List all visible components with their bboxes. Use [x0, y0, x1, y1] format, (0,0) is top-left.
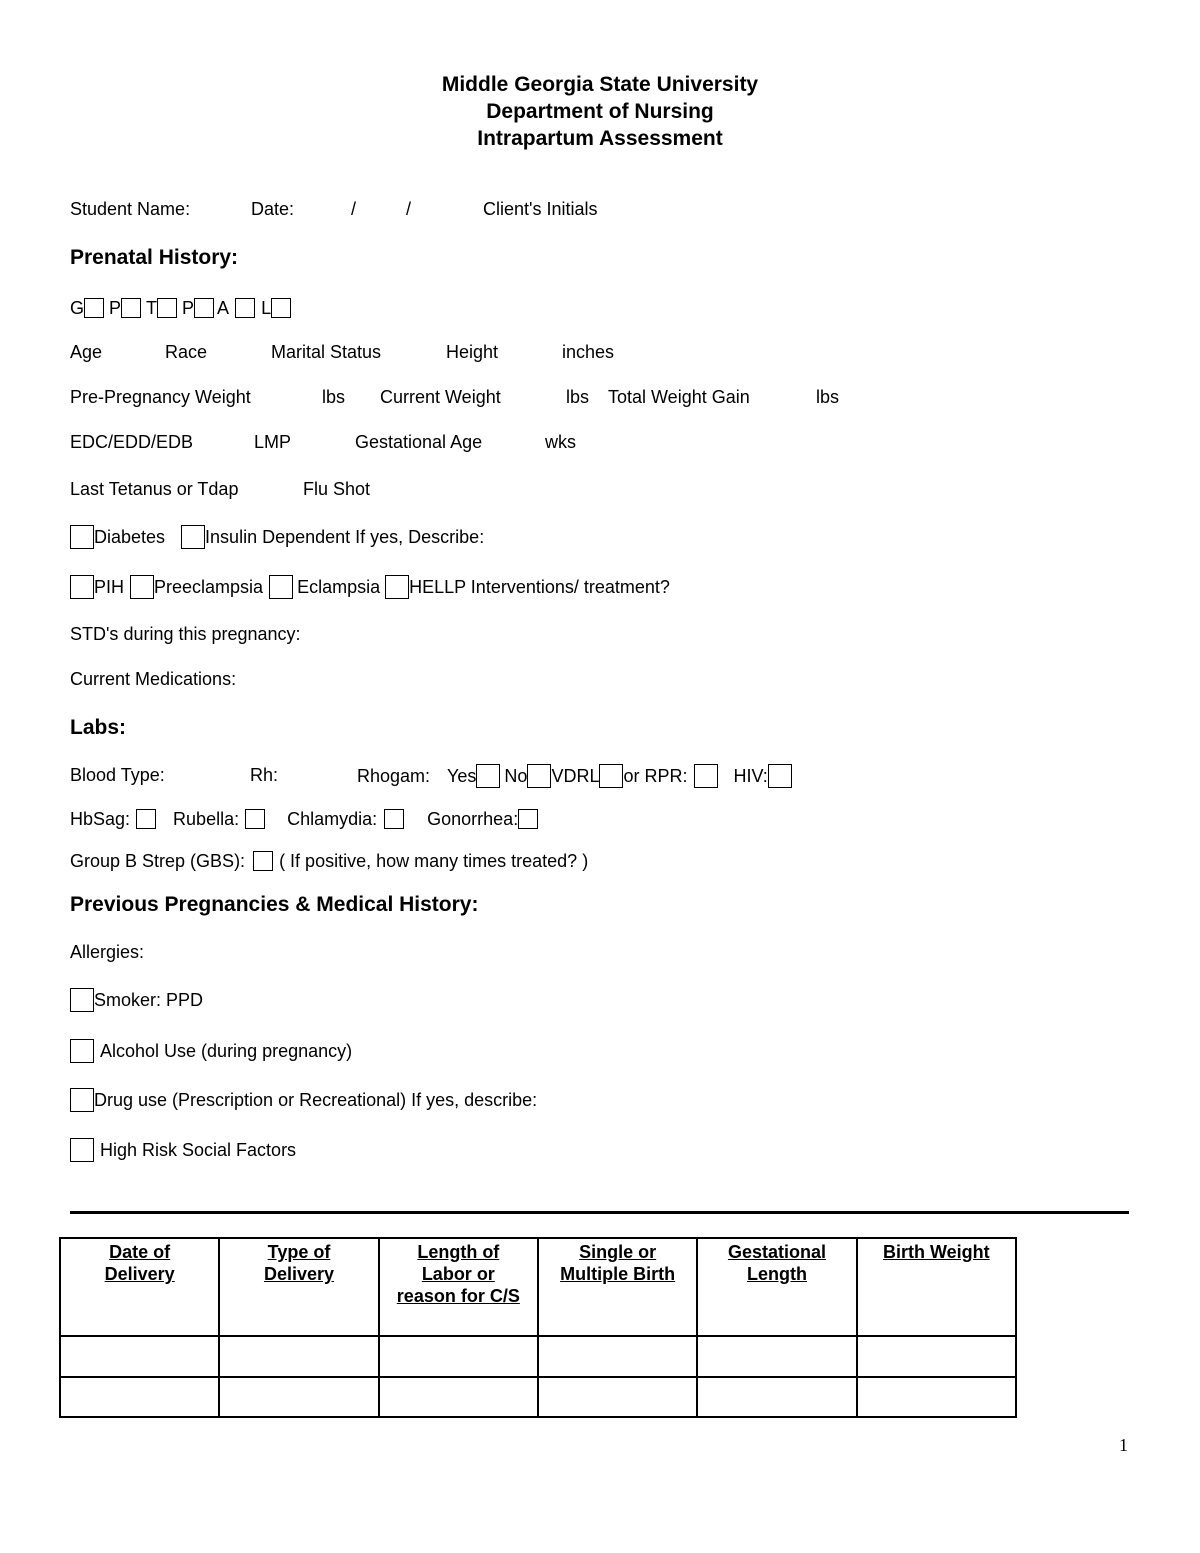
pih-label: PIH — [94, 576, 125, 597]
age-label: Age — [70, 342, 103, 362]
chlamydia-checkbox[interactable] — [384, 809, 404, 829]
gbs-label: Group B Strep (GBS): — [70, 850, 246, 871]
table-row — [60, 1377, 1016, 1417]
hiv-label: HIV: — [733, 765, 768, 786]
gtpal-label-l: L — [261, 297, 272, 318]
term-checkbox[interactable] — [157, 298, 177, 318]
table-cell[interactable] — [857, 1336, 1016, 1377]
student-name-label: Student Name: — [70, 199, 191, 219]
smoker-row — [70, 988, 203, 1012]
living-checkbox[interactable] — [271, 298, 291, 318]
wks-label: wks — [545, 432, 576, 452]
table-cell[interactable] — [857, 1377, 1016, 1417]
rhogam-no-checkbox[interactable] — [527, 764, 551, 788]
header-single-or-multiple: Single or Multiple Birth — [538, 1238, 697, 1336]
gtpal-label-p: P — [109, 297, 122, 318]
abortion-checkbox[interactable] — [235, 298, 255, 318]
section-divider — [70, 1211, 1129, 1214]
header-gestational-length: Gestational Length — [697, 1238, 856, 1336]
drug-checkbox[interactable] — [70, 1088, 94, 1112]
eclampsia-label: Eclampsia — [297, 576, 381, 597]
gonorrhea-checkbox[interactable] — [518, 809, 538, 829]
labs-heading: Labs: — [70, 716, 127, 739]
height-label: Height — [446, 342, 499, 362]
rubella-checkbox[interactable] — [245, 809, 265, 829]
vdrl-label: VDRL — [551, 765, 600, 786]
page-number: 1 — [1119, 1435, 1128, 1455]
date-slash-2: / — [406, 199, 412, 219]
gestational-age-label: Gestational Age — [355, 432, 483, 452]
table-cell[interactable] — [379, 1336, 538, 1377]
chlamydia-label: Chlamydia: — [287, 808, 378, 829]
table-cell[interactable] — [219, 1377, 378, 1417]
current-weight-label: Current Weight — [380, 387, 501, 407]
pre-weight-lbs-label: lbs — [322, 387, 346, 407]
gbs-note: ( If positive, how many times treated? ) — [279, 850, 589, 871]
table-cell[interactable] — [60, 1336, 219, 1377]
para-checkbox[interactable] — [121, 298, 141, 318]
drug-row — [70, 1088, 537, 1112]
lmp-label: LMP — [254, 432, 292, 452]
rpr-checkbox[interactable] — [694, 764, 718, 788]
gravida-checkbox[interactable] — [84, 298, 104, 318]
diabetes-label: Diabetes — [94, 526, 166, 547]
rhogam-yes-checkbox[interactable] — [476, 764, 500, 788]
social-row — [70, 1138, 296, 1162]
table-row — [60, 1336, 1016, 1377]
preeclampsia-checkbox[interactable] — [130, 575, 154, 599]
current-weight-lbs-label: lbs — [566, 387, 590, 407]
rhogam-row — [357, 764, 792, 788]
smoker-checkbox[interactable] — [70, 988, 94, 1012]
header-date-of-delivery: Date of Delivery — [60, 1238, 219, 1336]
form-title-assessment: Intrapartum Assessment — [477, 127, 723, 150]
insulin-dependent-label: Insulin Dependent If yes, Describe: — [205, 526, 485, 547]
client-initials-label: Client's Initials — [483, 199, 598, 219]
hbsag-label: HbSag: — [70, 808, 131, 829]
pih-checkbox[interactable] — [70, 575, 94, 599]
header-birth-weight: Birth Weight — [857, 1238, 1016, 1336]
high-risk-social-checkbox[interactable] — [70, 1138, 94, 1162]
insulin-dependent-checkbox[interactable] — [181, 525, 205, 549]
alcohol-checkbox[interactable] — [70, 1039, 94, 1063]
allergies-label: Allergies: — [70, 942, 145, 962]
hbsag-checkbox[interactable] — [136, 809, 156, 829]
table-cell[interactable] — [60, 1377, 219, 1417]
gbs-checkbox[interactable] — [253, 851, 273, 871]
alcohol-label: Alcohol Use (during pregnancy) — [100, 1040, 353, 1061]
table-cell[interactable] — [538, 1377, 697, 1417]
total-weight-gain-label: Total Weight Gain — [608, 387, 750, 407]
smoker-label: Smoker: PPD — [94, 989, 204, 1010]
current-medications-label: Current Medications: — [70, 669, 237, 689]
form-title-department: Department of Nursing — [486, 100, 714, 123]
hellp-label: HELLP Interventions/ treatment? — [409, 576, 670, 597]
flu-shot-label: Flu Shot — [303, 479, 371, 499]
hiv-checkbox[interactable] — [768, 764, 792, 788]
race-label: Race — [165, 342, 208, 362]
gbs-row — [70, 849, 588, 873]
rhogam-yes-label: Yes — [447, 765, 477, 786]
header-type-of-delivery: Type of Delivery — [219, 1238, 378, 1336]
prenatal-history-heading: Prenatal History: — [70, 246, 239, 269]
rhogam-label: Rhogam: — [357, 765, 431, 786]
table-cell[interactable] — [219, 1336, 378, 1377]
gtpal-label-p2: P — [182, 297, 195, 318]
infection-labs-row — [70, 807, 538, 831]
date-label: Date: — [251, 199, 295, 219]
history-heading: Previous Pregnancies & Medical History: — [70, 893, 479, 916]
drug-label: Drug use (Prescription or Recreational) If yes, describe: — [94, 1089, 538, 1110]
hypertension-row — [70, 575, 670, 599]
tetanus-label: Last Tetanus or Tdap — [70, 479, 239, 499]
table-cell[interactable] — [379, 1377, 538, 1417]
diabetes-checkbox[interactable] — [70, 525, 94, 549]
eclampsia-checkbox[interactable] — [269, 575, 293, 599]
date-slash-1: / — [351, 199, 357, 219]
std-label: STD's during this pregnancy: — [70, 624, 301, 644]
form-title-university: Middle Georgia State University — [441, 73, 759, 96]
inches-label: inches — [562, 342, 615, 362]
preeclampsia-label: Preeclampsia — [154, 576, 264, 597]
rh-label: Rh: — [250, 765, 279, 785]
rpr-label: or RPR: — [623, 765, 688, 786]
gonorrhea-label: Gonorrhea: — [427, 808, 519, 829]
table-cell[interactable] — [697, 1377, 856, 1417]
table-cell[interactable] — [697, 1336, 856, 1377]
rhogam-no-label: No — [504, 765, 528, 786]
gtpal-label-t: T — [146, 297, 158, 318]
rubella-label: Rubella: — [173, 808, 240, 829]
edc-label: EDC/EDD/EDB — [70, 432, 194, 452]
gtpal-label-a: A — [217, 297, 230, 318]
header-length-of-labor: Length of Labor or reason for C/S — [379, 1238, 538, 1336]
vdrl-checkbox[interactable] — [599, 764, 623, 788]
blood-type-label: Blood Type: — [70, 765, 165, 785]
preterm-checkbox[interactable] — [194, 298, 214, 318]
table-header-row — [60, 1238, 1016, 1336]
pre-pregnancy-weight-label: Pre-Pregnancy Weight — [70, 387, 251, 407]
alcohol-row — [70, 1039, 352, 1063]
diabetes-row — [70, 525, 484, 549]
gtpal-label-g: G — [70, 297, 85, 318]
high-risk-social-label: High Risk Social Factors — [100, 1139, 297, 1160]
marital-status-label: Marital Status — [271, 342, 382, 362]
gtpal-row — [70, 296, 291, 320]
previous-pregnancies-table — [59, 1237, 1017, 1418]
hellp-checkbox[interactable] — [385, 575, 409, 599]
table-cell[interactable] — [538, 1336, 697, 1377]
total-gain-lbs-label: lbs — [816, 387, 840, 407]
